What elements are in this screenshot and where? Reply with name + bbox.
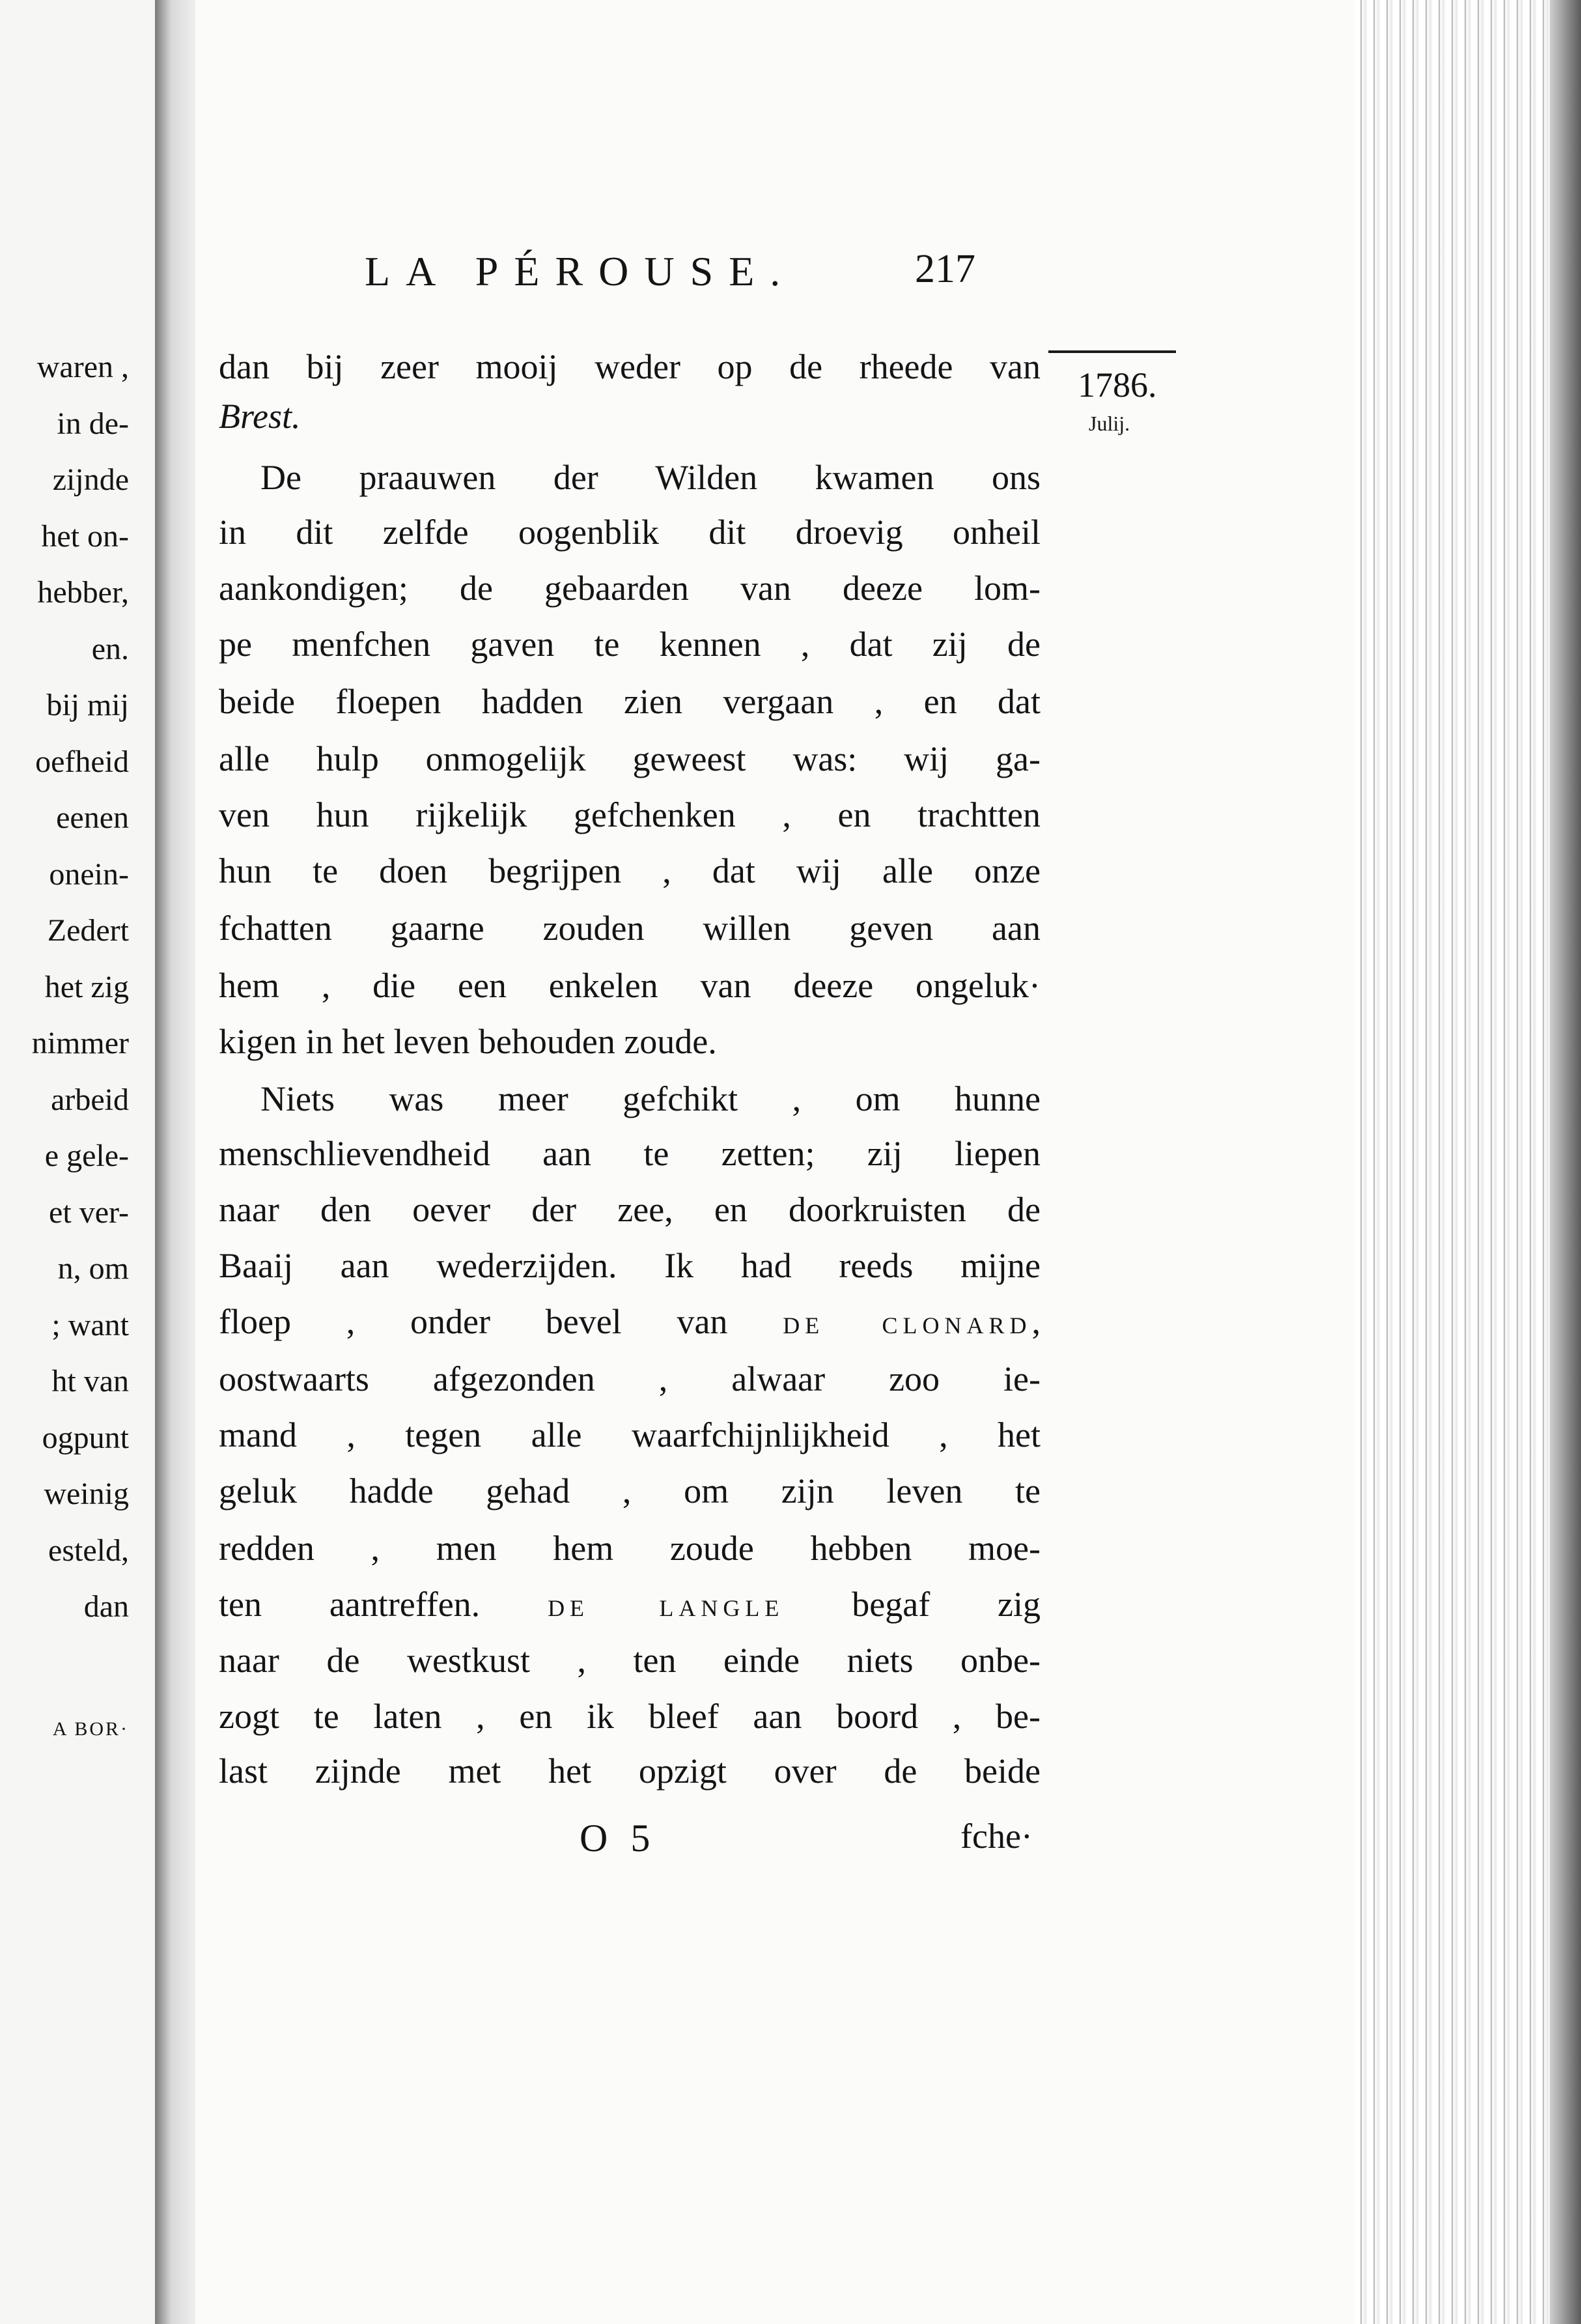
text-run: ten aantreffen. — [219, 1585, 548, 1624]
left-page-fragment: n, om — [57, 1251, 129, 1286]
text-run: begaf zig — [784, 1585, 1041, 1624]
body-line — [219, 1587, 1041, 1622]
text-run: last zijnde met het opzigt over de beide — [219, 1751, 1041, 1791]
text-run: dan bij zeer mooij weder op de rheede van — [219, 347, 1041, 386]
left-page-fragment: ht van — [51, 1364, 129, 1398]
signature-mark: O 5 — [580, 1817, 657, 1860]
text-run: fchatten gaarne zouden willen geven aan — [219, 909, 1041, 948]
left-page-fragment: arbeid — [51, 1082, 129, 1117]
body-line — [219, 1643, 1041, 1678]
left-page-fragment: dan — [83, 1589, 129, 1624]
body-line — [219, 1361, 1041, 1396]
text-run: redden , men hem zoude hebben moe- — [219, 1529, 1041, 1568]
margin-note-month: Julij. — [1089, 412, 1130, 435]
body-line — [219, 797, 1041, 832]
text-run: geluk hadde gehad , om zijn leven te — [219, 1471, 1041, 1510]
body-line — [219, 684, 1041, 719]
left-page-fragment: zijnde — [52, 462, 129, 497]
text-run: pe menfchen gaven te kennen , dat zij de — [219, 625, 1041, 664]
body-line — [219, 1024, 1041, 1059]
body-line — [219, 1753, 1041, 1789]
text-run: beide floepen hadden zien vergaan , en dat — [219, 682, 1041, 721]
body-line — [219, 515, 1041, 550]
left-page-fragment: A BOR· — [52, 1718, 129, 1740]
text-run: De praauwen der Wilden kwamen ons — [260, 458, 1041, 497]
body-line — [219, 1531, 1041, 1566]
left-page-fragment: waren , — [36, 350, 129, 384]
text-run: , — [1031, 1302, 1041, 1341]
body-line — [219, 741, 1041, 776]
text-run: in dit zelfde oogenblik dit droevig onheil — [219, 513, 1041, 552]
name-smallcaps: DE CLONARD — [783, 1312, 1032, 1339]
text-run: ven hun rijkelijk gefchenken , en trachtten — [219, 795, 1041, 834]
body-line — [219, 1192, 1041, 1227]
text-run: Baaij aan wederzijden. Ik had reeds mijne — [219, 1246, 1041, 1285]
body-line — [219, 1248, 1041, 1283]
left-page-fragment: onein- — [49, 857, 129, 892]
page-edges-shadow — [1550, 0, 1581, 2324]
catchword: fche· — [960, 1817, 1033, 1856]
left-page-fragment: hebber, — [37, 575, 129, 610]
text-run: Niets was meer gefchikt , om hunne — [260, 1079, 1041, 1118]
text-run: hun te doen begrijpen , dat wij alle onze — [219, 851, 1041, 890]
margin-note-year: 1786. — [1078, 365, 1157, 404]
left-page-fragment: oefheid — [35, 744, 129, 779]
page-number: 217 — [915, 247, 975, 291]
italic-text: Brest. — [219, 397, 301, 436]
body-line — [260, 460, 1041, 495]
left-page-fragment: Zedert — [47, 913, 129, 948]
book-gutter — [155, 0, 195, 2324]
left-page — [0, 0, 155, 2324]
left-page-fragment: nimmer — [31, 1026, 129, 1060]
text-run: kigen in het leven behouden zoude. — [219, 1022, 717, 1061]
body-line — [219, 853, 1041, 888]
text-run: naar de westkust , ten einde niets onbe- — [219, 1641, 1041, 1680]
text-run: menschlievendheid aan te zetten; zij liepen — [219, 1134, 1041, 1173]
body-line — [260, 1081, 1041, 1116]
left-page-fragment: ; want — [51, 1307, 129, 1342]
left-page-fragment: eenen — [56, 801, 129, 835]
left-page-fragment: het zig — [44, 969, 129, 1004]
left-page-fragment: in de- — [57, 406, 129, 441]
left-page-fragment: het on- — [41, 518, 129, 554]
body-line — [219, 349, 1041, 384]
text-run: oostwaarts afgezonden , alwaar zoo ie- — [219, 1359, 1041, 1398]
left-page-fragment: weinig — [44, 1477, 129, 1511]
body-line — [219, 627, 1041, 662]
body-line — [219, 1473, 1041, 1509]
page-edges — [1354, 0, 1581, 2324]
left-page-fragment: ogpunt — [42, 1420, 129, 1455]
text-run: alle hulp onmogelijk geweest was: wij ga- — [219, 739, 1041, 778]
body-line — [219, 571, 1041, 606]
text-run: mand , tegen alle waarfchijnlijkheid , het — [219, 1415, 1041, 1454]
body-line — [219, 968, 1041, 1003]
body-line — [219, 911, 1041, 946]
left-page-fragment: e gele- — [44, 1139, 129, 1173]
body-line — [219, 1699, 1041, 1734]
text-run: aankondigen; de gebaarden van deeze lom- — [219, 569, 1041, 608]
text-run: floep , onder bevel van — [219, 1302, 783, 1341]
body-line — [219, 1417, 1041, 1452]
body-line — [219, 399, 1041, 434]
name-smallcaps: DE LANGLE — [548, 1595, 785, 1621]
left-page-fragment: en. — [91, 631, 129, 666]
running-head: LA PÉROUSE. — [365, 248, 796, 294]
text-run: hem , die een enkelen van deeze ongeluk· — [219, 966, 1041, 1005]
text-run: naar den oever der zee, en doorkruisten de — [219, 1190, 1041, 1229]
left-page-fragment: esteld, — [48, 1533, 129, 1568]
left-page-fragment: et ver- — [49, 1195, 129, 1230]
body-line — [219, 1136, 1041, 1171]
body-line — [219, 1304, 1041, 1339]
left-page-fragment: bij mij — [46, 688, 129, 722]
margin-rule — [1048, 350, 1176, 353]
text-run: zogt te laten , en ik bleef aan boord , be- — [219, 1697, 1041, 1736]
